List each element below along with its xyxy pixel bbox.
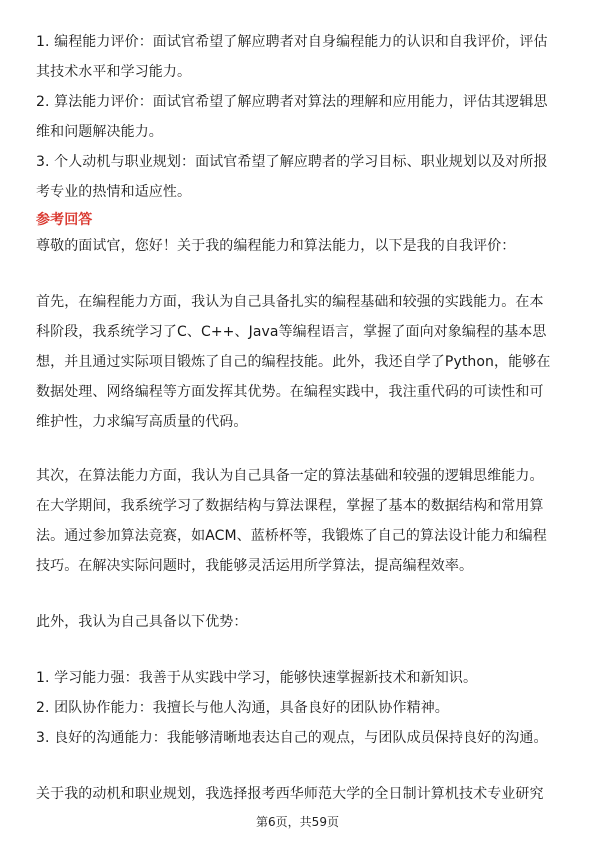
advantage-item-1: 1. 学习能力强：我善于从实践中学习，能够快速掌握新技术和新知识。 xyxy=(36,670,478,686)
reference-answer-heading: 参考回答 xyxy=(36,212,93,228)
criteria-3-line-1: 3. 个人动机与职业规划：面试官希望了解应聘者的学习目标、职业规划以及对所报 xyxy=(36,154,548,170)
criteria-2-line-1: 2. 算法能力评价：面试官希望了解应聘者对算法的理解和应用能力，评估其逻辑思 xyxy=(36,94,548,110)
criteria-2-line-2: 维和问题解决能力。 xyxy=(36,124,163,140)
paragraph-1-line-2: 科阶段，我系统学习了C、C++、Java等编程语言，掌握了面向对象编程的基本思 xyxy=(36,324,547,340)
criteria-1-line-1: 1. 编程能力评价：面试官希望了解应聘者对自身编程能力的认识和自我评价，评估 xyxy=(36,34,548,50)
advantage-item-3: 3. 良好的沟通能力：我能够清晰地表达自己的观点，与团队成员保持良好的沟通。 xyxy=(36,730,548,746)
paragraph-1-line-5: 维护性，力求编写高质量的代码。 xyxy=(36,414,248,430)
paragraph-1-line-3: 想，并且通过实际项目锻炼了自己的编程技能。此外，我还自学了Python，能够在 xyxy=(36,354,551,370)
paragraph-2-line-3: 法。通过参加算法竞赛，如ACM、蓝桥杯等，我锻炼了自己的算法设计能力和编程 xyxy=(36,528,547,544)
criteria-1-line-2: 其技术水平和学习能力。 xyxy=(36,64,192,80)
paragraph-1-line-4: 数据处理、网络编程等方面发挥其优势。在编程实践中，我注重代码的可读性和可 xyxy=(36,384,544,400)
paragraph-2-line-4: 技巧。在解决实际问题时，我能够灵活运用所学算法，提高编程效率。 xyxy=(36,558,474,574)
paragraph-2-line-2: 在大学期间，我系统学习了数据结构与算法课程，掌握了基本的数据结构和常用算 xyxy=(36,498,544,514)
page-number-footer: 第6页，共59页 xyxy=(256,815,339,829)
criteria-3-line-2: 考专业的热情和适应性。 xyxy=(36,184,192,200)
paragraph-4-line-1: 关于我的动机和职业规划，我选择报考西华师范大学的全日制计算机技术专业研究 xyxy=(36,786,544,802)
paragraph-3-line-1: 此外，我认为自己具备以下优势： xyxy=(36,614,248,630)
greeting-line: 尊敬的面试官，您好！关于我的编程能力和算法能力，以下是我的自我评价： xyxy=(36,238,516,254)
advantage-item-2: 2. 团队协作能力：我擅长与他人沟通，具备良好的团队协作精神。 xyxy=(36,700,449,716)
paragraph-1-line-1: 首先，在编程能力方面，我认为自己具备扎实的编程基础和较强的实践能力。在本 xyxy=(36,294,544,310)
paragraph-2-line-1: 其次，在算法能力方面，我认为自己具备一定的算法基础和较强的逻辑思维能力。 xyxy=(36,468,544,484)
